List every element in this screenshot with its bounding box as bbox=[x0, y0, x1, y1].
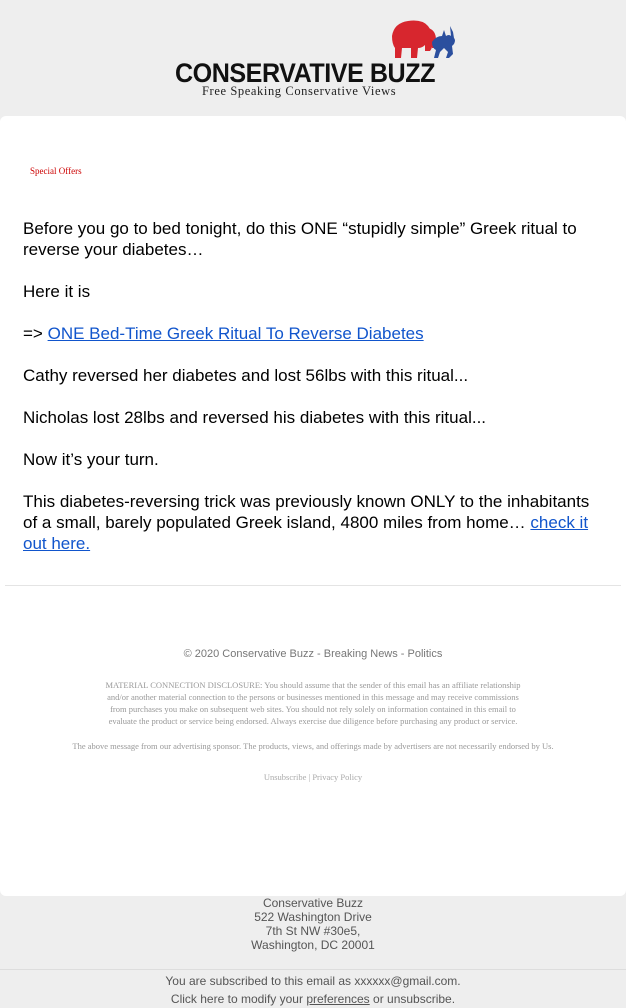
preferences-link[interactable]: preferences bbox=[306, 992, 370, 1006]
paragraph-here-it-is: Here it is bbox=[23, 282, 91, 301]
paragraph-your-turn: Now it’s your turn. bbox=[23, 450, 159, 469]
advertiser-note: The above message from our advertising sponsor. The products, views, and offerings made by advertisers are not necessarily endorsed by Us. bbox=[72, 741, 554, 751]
address-divider bbox=[0, 969, 626, 970]
conservative-buzz-logo[interactable] bbox=[170, 18, 460, 100]
privacy-policy-link[interactable]: Privacy Policy bbox=[312, 772, 363, 782]
subscribed-as-text: You are subscribed to this email as xxxxxx@gmail.com. bbox=[165, 974, 461, 988]
address-line-3: Washington, DC 20001 bbox=[251, 938, 375, 952]
content-divider bbox=[5, 585, 621, 586]
island-text: This diabetes-reversing trick was previously known ONLY to the inhabitants of a small, barely populated Greek island, 4800 miles from home… bbox=[23, 492, 590, 532]
modify-prefix: Click here to modify your bbox=[170, 992, 307, 1006]
paragraph-cathy: Cathy reversed her diabetes and lost 56lbs with this ritual... bbox=[23, 366, 469, 385]
check-it-out-link[interactable]: check it out here. bbox=[23, 513, 589, 553]
paragraph-intro: Before you go to bed tonight, do this ONE “stupidly simple” Greek ritual to reverse your diabetes… bbox=[23, 219, 577, 259]
modify-suffix: or unsubscribe. bbox=[369, 992, 456, 1006]
postal-address bbox=[0, 896, 626, 969]
paragraph-nicholas: Nicholas lost 28lbs and reversed his diabetes with this ritual... bbox=[23, 408, 487, 427]
address-company: Conservative Buzz bbox=[262, 896, 364, 910]
modify-preferences-line bbox=[0, 990, 626, 1008]
email-body-card bbox=[0, 116, 626, 896]
copyright-text: © 2020 Conservative Buzz - Breaking News - Politics bbox=[183, 648, 443, 660]
paragraph-link bbox=[23, 323, 603, 344]
material-disclosure: MATERIAL CONNECTION DISCLOSURE: You should assume that the sender of this email has an affiliate relationship and/or another material connection to the persons or businesses mentioned in this message and may receive commissions from purchases you make on subsequent web sites. You should not rely solely on information contained in this email to evaluate the product or service being endorsed. Always exercise due diligence before purchasing any product or service. bbox=[105, 680, 521, 726]
address-line-2: 7th St NW #30e5, bbox=[265, 924, 361, 938]
ritual-offer-link[interactable]: ONE Bed-Time Greek Ritual To Reverse Diabetes bbox=[47, 324, 424, 343]
arrow-prefix: => bbox=[23, 324, 48, 343]
email-header bbox=[0, 0, 626, 116]
email-article bbox=[23, 218, 603, 575]
paragraph-island bbox=[23, 491, 603, 554]
subscription-info bbox=[0, 972, 626, 1008]
footer-links bbox=[0, 772, 626, 782]
address-line-1: 522 Washington Drive bbox=[254, 910, 372, 924]
link-separator: | bbox=[306, 772, 313, 782]
email-footer bbox=[0, 648, 626, 782]
logo-title: CONSERVATIVE BUZZ bbox=[175, 58, 435, 88]
unsubscribe-link[interactable]: Unsubscribe bbox=[263, 772, 307, 782]
category-label: Special Offers bbox=[30, 166, 82, 176]
logo-tagline: Free Speaking Conservative Views bbox=[202, 84, 397, 98]
